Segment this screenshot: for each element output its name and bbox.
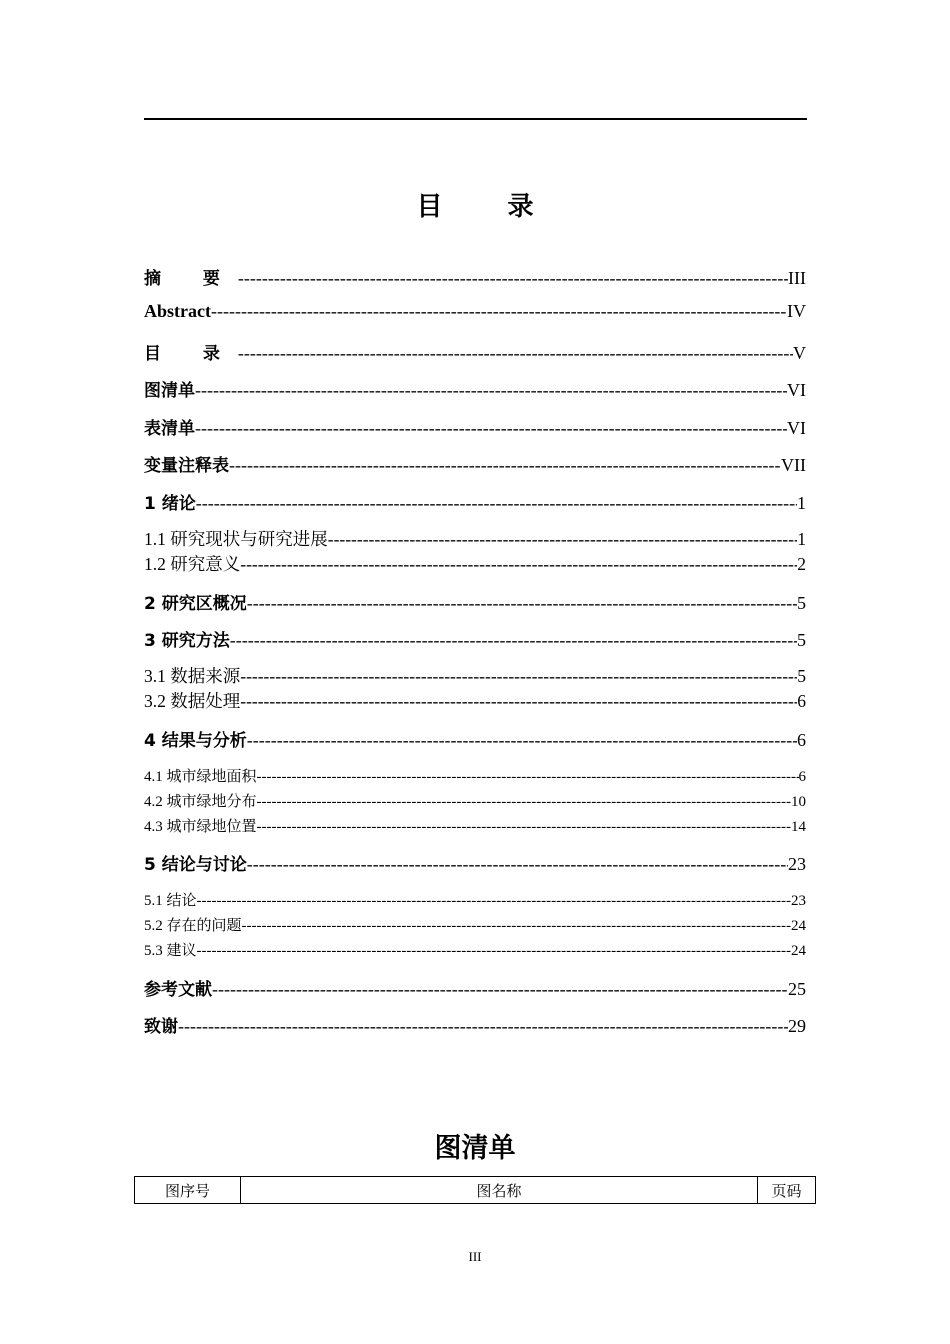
toc-entry-label: 3.2 数据处理 bbox=[144, 691, 241, 711]
toc-entry-page: 14 bbox=[791, 819, 806, 835]
toc-entry-label: 表清单 bbox=[144, 419, 195, 439]
toc-entry-page: 25 bbox=[788, 979, 806, 999]
toc-entry-label: 5 结论与讨论 bbox=[144, 855, 247, 875]
toc-entry-page: VI bbox=[787, 418, 806, 438]
toc-entry-label: 1.2 研究意义 bbox=[144, 554, 241, 574]
dot-leader bbox=[257, 794, 791, 811]
toc-entry-chapter-3[interactable] bbox=[144, 626, 806, 651]
toc-entry-section-5-2[interactable] bbox=[144, 914, 806, 935]
column-header-page: 页码 bbox=[758, 1177, 816, 1204]
toc-entry-chapter-5[interactable] bbox=[144, 850, 806, 875]
toc-entry-references[interactable] bbox=[144, 975, 806, 1000]
dot-leader bbox=[242, 918, 791, 935]
toc-entry-section-3-1[interactable] bbox=[144, 663, 806, 688]
toc-entry-label: 3.1 数据来源 bbox=[144, 666, 241, 686]
toc-entry-label: 摘 要 bbox=[144, 269, 238, 289]
toc-entry-label: Abstract bbox=[144, 301, 211, 321]
toc-entry-page: III bbox=[788, 268, 806, 288]
toc-entry-label: 1.1 研究现状与研究进展 bbox=[144, 529, 328, 549]
dot-leader bbox=[238, 268, 788, 289]
dot-leader bbox=[240, 554, 797, 575]
table-header-row bbox=[135, 1177, 816, 1204]
toc-entry-page: 23 bbox=[791, 893, 806, 909]
toc-entry-section-5-1[interactable] bbox=[144, 889, 806, 910]
toc-entry-page: 24 bbox=[791, 918, 806, 934]
dot-leader bbox=[247, 593, 797, 614]
toc-entry-page: 1 bbox=[797, 529, 806, 549]
toc-entry-section-5-3[interactable] bbox=[144, 939, 806, 960]
figure-list-title: 图清单 bbox=[434, 1133, 516, 1164]
page-number: III bbox=[468, 1249, 482, 1264]
toc-entry-section-1-1[interactable] bbox=[144, 526, 806, 551]
toc-entry-page: V bbox=[793, 343, 806, 363]
toc-entry-acknowledgements[interactable] bbox=[144, 1012, 806, 1037]
dot-leader bbox=[178, 1016, 788, 1037]
toc-entry-section-3-2[interactable] bbox=[144, 688, 806, 713]
dot-leader bbox=[230, 630, 797, 651]
toc-entry-page: 24 bbox=[791, 943, 806, 959]
toc-entry-variables[interactable] bbox=[144, 451, 806, 476]
toc-entry-page: 6 bbox=[797, 730, 806, 750]
toc-entry-page: VII bbox=[781, 455, 806, 475]
toc-entry-label: 变量注释表 bbox=[144, 456, 229, 476]
toc-entry-page: 10 bbox=[791, 794, 806, 810]
dot-leader bbox=[240, 666, 797, 687]
toc-entry-label: 2 研究区概况 bbox=[144, 594, 247, 614]
toc-entry-page: 6 bbox=[798, 769, 806, 785]
toc-entry-table-list[interactable] bbox=[144, 414, 806, 439]
figure-list-table bbox=[134, 1176, 816, 1204]
dot-leader bbox=[229, 455, 781, 476]
dot-leader bbox=[195, 418, 787, 439]
toc-entry-label: 4.2 城市绿地分布 bbox=[144, 794, 257, 810]
toc-entry-contents[interactable] bbox=[144, 339, 806, 364]
dot-leader bbox=[257, 769, 799, 786]
dot-leader bbox=[211, 301, 787, 322]
dot-leader bbox=[238, 343, 793, 364]
toc-entry-label: 致谢 bbox=[144, 1017, 178, 1037]
toc-entry-section-4-1[interactable] bbox=[144, 765, 806, 786]
toc-entry-page: 5 bbox=[797, 630, 806, 650]
toc-entry-label: 4.3 城市绿地位置 bbox=[144, 819, 257, 835]
column-header-figure-number: 图序号 bbox=[135, 1177, 241, 1204]
toc-entry-label: 5.1 结论 bbox=[144, 893, 197, 909]
dot-leader bbox=[212, 979, 788, 1000]
toc-entry-section-1-2[interactable] bbox=[144, 551, 806, 576]
toc-entry-label: 目 录 bbox=[144, 344, 238, 364]
toc-entry-chapter-1[interactable] bbox=[144, 489, 806, 514]
toc-entry-label: 3 研究方法 bbox=[144, 631, 230, 651]
dot-leader bbox=[247, 854, 788, 875]
toc-entry-chapter-2[interactable] bbox=[144, 589, 806, 614]
toc-entry-label: 5.2 存在的问题 bbox=[144, 918, 242, 934]
dot-leader bbox=[196, 493, 797, 514]
toc-entry-label: 参考文献 bbox=[144, 980, 212, 1000]
toc-entry-label: 5.3 建议 bbox=[144, 943, 197, 959]
column-header-figure-name: 图名称 bbox=[241, 1177, 758, 1204]
toc-entry-page: 29 bbox=[788, 1016, 806, 1036]
dot-leader bbox=[197, 893, 791, 910]
header-rule bbox=[144, 118, 807, 120]
toc-entry-page: 5 bbox=[797, 666, 806, 686]
dot-leader bbox=[197, 943, 791, 960]
toc-entry-page: 23 bbox=[788, 854, 806, 874]
toc-entry-label: 图清单 bbox=[144, 381, 195, 401]
dot-leader bbox=[195, 380, 787, 401]
toc-entry-section-4-3[interactable] bbox=[144, 815, 806, 836]
toc-entry-section-4-2[interactable] bbox=[144, 790, 806, 811]
dot-leader bbox=[247, 730, 797, 751]
dot-leader bbox=[240, 691, 797, 712]
toc-entry-label: 1 绪论 bbox=[144, 494, 196, 514]
toc-entry-page: VI bbox=[787, 380, 806, 400]
toc-entry-chapter-4[interactable] bbox=[144, 726, 806, 751]
toc-title: 目 录 bbox=[416, 192, 562, 222]
toc-entry-page: IV bbox=[787, 301, 806, 321]
dot-leader bbox=[328, 529, 798, 550]
toc-entry-label: 4 结果与分析 bbox=[144, 731, 247, 751]
dot-leader bbox=[257, 819, 791, 836]
toc-entry-page: 1 bbox=[797, 493, 806, 513]
toc-entry-label: 4.1 城市绿地面积 bbox=[144, 769, 257, 785]
toc-entry-figure-list[interactable] bbox=[144, 376, 806, 401]
toc-entry-page: 5 bbox=[797, 593, 806, 613]
toc-entry-page: 6 bbox=[797, 691, 806, 711]
toc-entry-abstract-cn[interactable] bbox=[144, 264, 806, 289]
toc-entry-page: 2 bbox=[797, 554, 806, 574]
toc-entry-abstract-en[interactable] bbox=[144, 301, 806, 322]
